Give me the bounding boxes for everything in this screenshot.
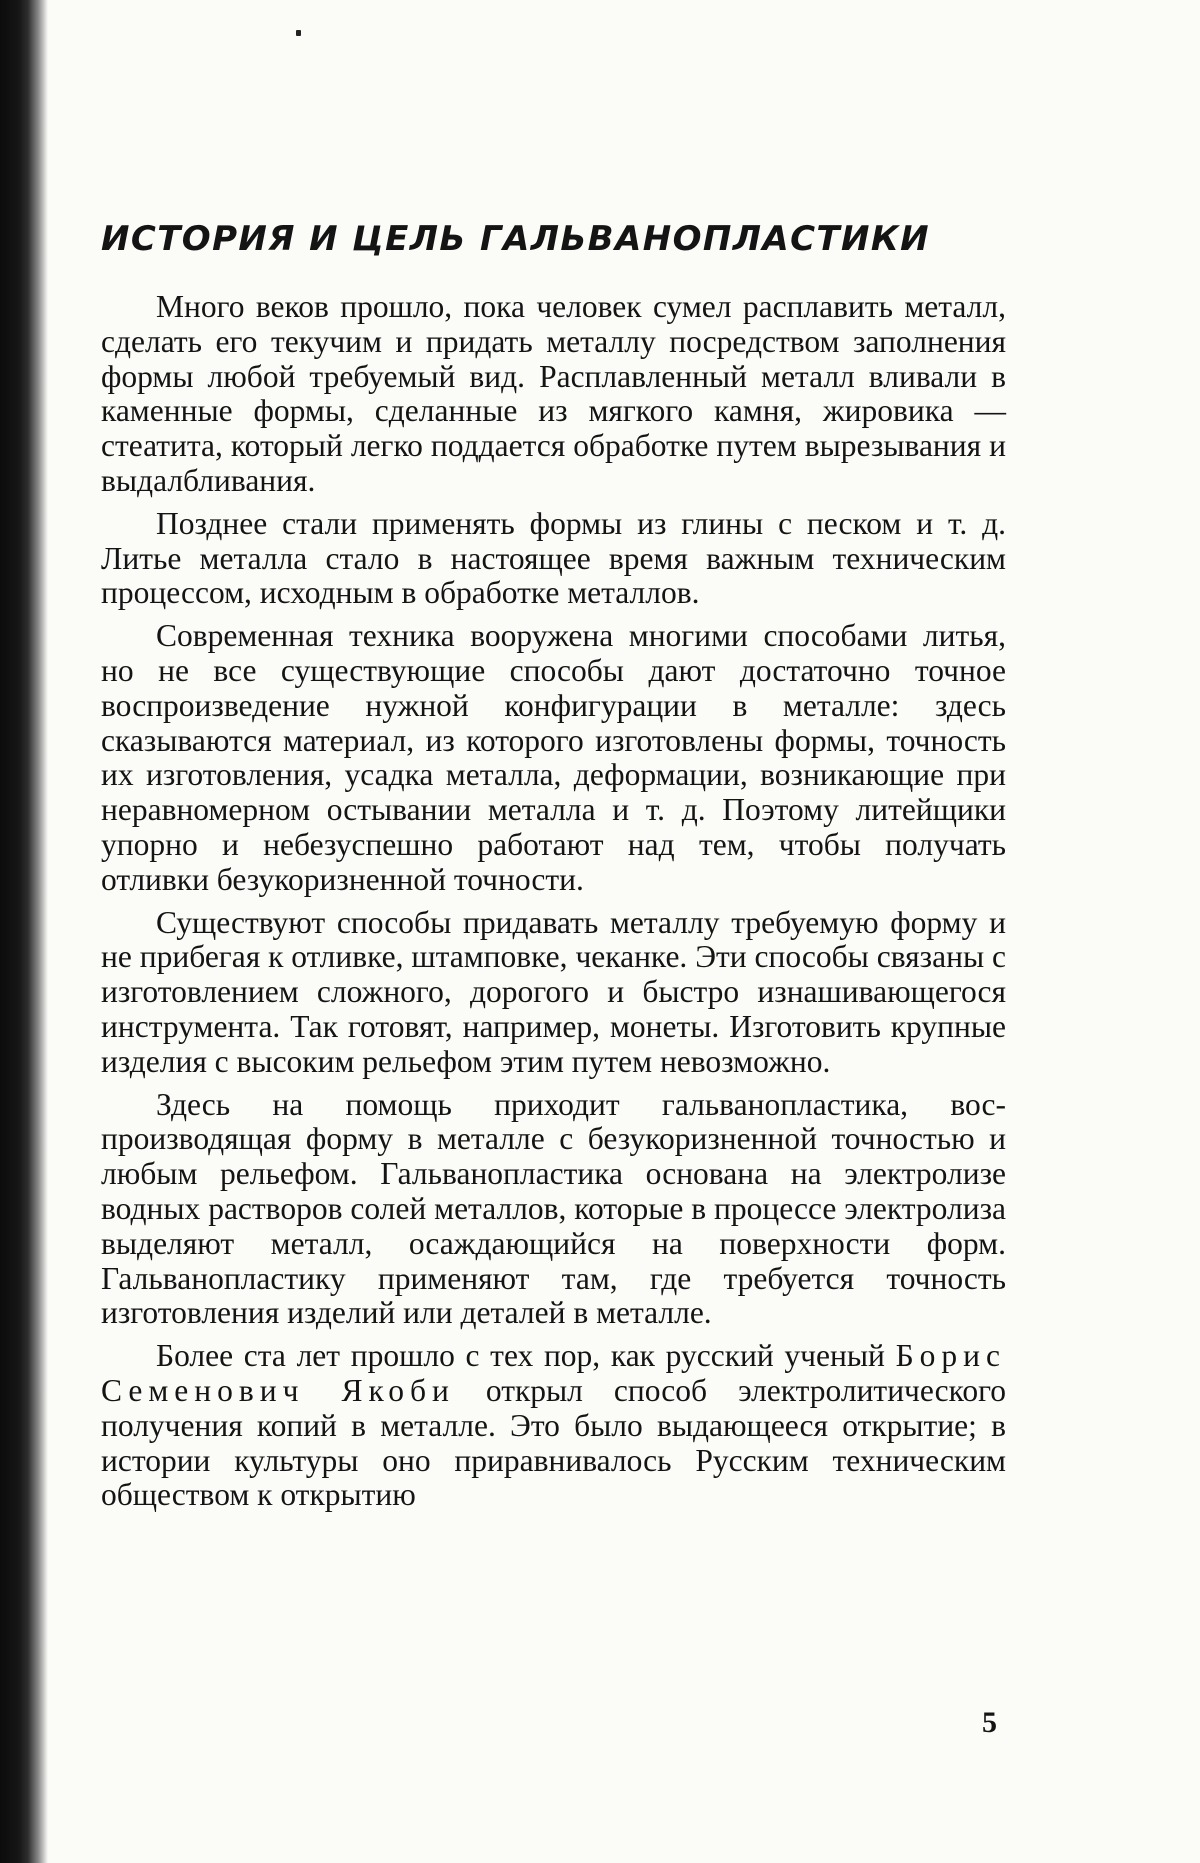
paragraph-5: Здесь на помощь приходит гальванопластика, воспроизводящая форму в металле с безукоризненной точностью и любым рельефом. Гальванопластика основана на электролизе водных растворов солей металлов, которые в процессе электролиза выделяют металл, осаждающийся на поверхности форм. Гальванопластику применяют там, где требуется точность изготовления изделий или деталей в металле. bbox=[101, 1086, 1006, 1331]
scientist-name: Борис Семенович Якоби bbox=[101, 1338, 1006, 1408]
paragraph-6-lead: Более ста лет прошло с тех пор, как русский ученый bbox=[156, 1338, 896, 1374]
paragraph-3: Современная техника вооружена многими способами литья, но не все существующие способы дают достаточно точное воспроизведение нужной конфигурации в металле: здесь сказываются материал, из которого изготовлены формы, точность их изготовления, усадка металла, деформации, возникающие при неравномерном остывании металла и т. д. Поэтому литейщики упорно и небезуспешно работают над тем, чтобы получать отливки безукоризненной точности. bbox=[101, 618, 1006, 897]
print-speck bbox=[296, 30, 301, 36]
paragraph-6 bbox=[101, 1339, 1006, 1513]
chapter-heading: ИСТОРИЯ И ЦЕЛЬ ГАЛЬВАНОПЛАСТИКИ bbox=[101, 219, 930, 259]
paragraph-4: Существуют способы придавать металлу требуемую форму и не прибегая к отливке, штамповке, чеканке. Эти способы связаны с изготовлением сложного, дорогого и быстро изнашивающегося инструмента. Так готовят, например, монеты. Изготовить крупные изделия с высоким рельефом этим путем невозможно. bbox=[101, 904, 1006, 1079]
book-spine-shadow bbox=[0, 0, 48, 1863]
page-number: 5 bbox=[982, 1706, 997, 1739]
page-content bbox=[101, 218, 1006, 1521]
paragraph-2: Позднее стали применять формы из глины с песком и т. д. Литье металла стало в настоящее время важным техническим процессом, исходным в обработке металлов. bbox=[101, 505, 1006, 611]
paragraph-6-rest: открыл способ электролитического получения копий в металле. Это было выдающееся открытие; в истории культуры оно приравнивалось Русским техническим обществом к открытию bbox=[101, 1372, 1006, 1513]
paragraph-1: Много веков прошло, пока человек сумел расплавить металл, сделать его текучим и придать металлу посредством заполнения формы любой требуемый вид. Расплавленный металл вливали в каменные формы, сделанные из мягкого камня, жировика — стеатита, который легко поддается обработке путем вырезывания и выдалбливания. bbox=[101, 289, 1006, 498]
